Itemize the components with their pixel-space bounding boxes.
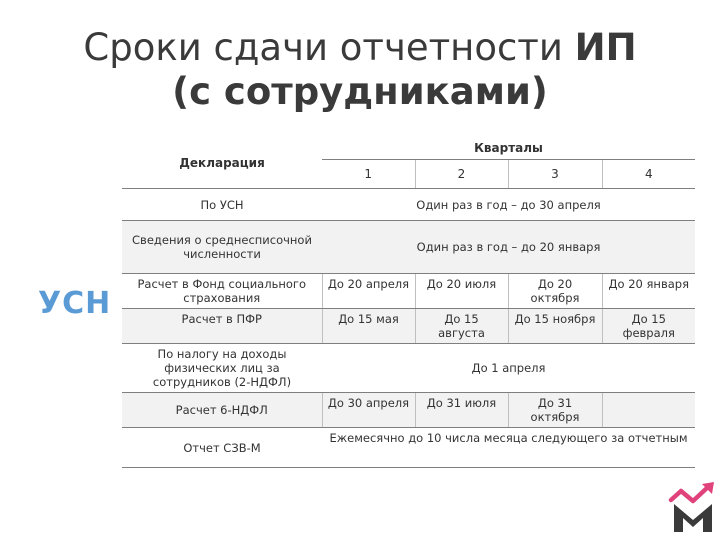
row-label: Сведения о среднесписочной численности — [122, 221, 322, 274]
row-label: Расчет в ПФР — [122, 309, 322, 344]
quarter-cell: До 15 мая — [322, 309, 415, 344]
row-label: По налогу на доходы физических лиц за сотрудников (2-НДФЛ) — [122, 344, 322, 393]
header-quarter-3: 3 — [508, 160, 602, 189]
quarter-cell: До 20 октября — [508, 274, 602, 309]
table-row — [122, 428, 695, 468]
quarter-cell: До 15 ноября — [508, 309, 602, 344]
quarter-cell — [602, 393, 695, 428]
row-value: Один раз в год – до 30 апреля — [322, 189, 695, 221]
header-quarter-4: 4 — [602, 160, 695, 189]
quarter-cell: До 31 июля — [415, 393, 508, 428]
header-quarters: Кварталы — [322, 137, 695, 160]
header-declaration: Декларация — [122, 137, 322, 189]
brand-logo — [668, 480, 718, 536]
quarter-cell: До 20 июля — [415, 274, 508, 309]
title-line1-normal: Сроки сдачи отчетности — [83, 26, 575, 69]
header-quarter-2: 2 — [415, 160, 508, 189]
row-label: По УСН — [122, 189, 322, 221]
reporting-table — [122, 137, 695, 468]
quarter-cell: До 20 января — [602, 274, 695, 309]
table-row — [122, 221, 695, 274]
quarter-cell: До 20 апреля — [322, 274, 415, 309]
quarter-cell: До 31 октября — [508, 393, 602, 428]
table-row — [122, 189, 695, 221]
row-value: Один раз в год – до 20 января — [322, 221, 695, 274]
page-title — [0, 26, 720, 114]
header-quarter-1: 1 — [322, 160, 415, 189]
row-value: Ежемесячно до 10 числа месяца следующего за отчетным — [322, 428, 695, 468]
row-value: До 1 апреля — [322, 344, 695, 393]
quarter-cell: До 15 февраля — [602, 309, 695, 344]
side-label: УСН — [38, 286, 112, 321]
quarter-cell: До 15 августа — [415, 309, 508, 344]
title-line1-bold: ИП — [574, 26, 637, 69]
row-label: Расчет в Фонд социального страхования — [122, 274, 322, 309]
table-row — [122, 309, 695, 344]
row-label: Отчет СЗВ-М — [122, 428, 322, 468]
table-row — [122, 274, 695, 309]
row-label: Расчет 6-НДФЛ — [122, 393, 322, 428]
table-row — [122, 393, 695, 428]
quarter-cell: До 30 апреля — [322, 393, 415, 428]
title-line2: (с сотрудниками) — [172, 70, 548, 113]
table-row — [122, 344, 695, 393]
